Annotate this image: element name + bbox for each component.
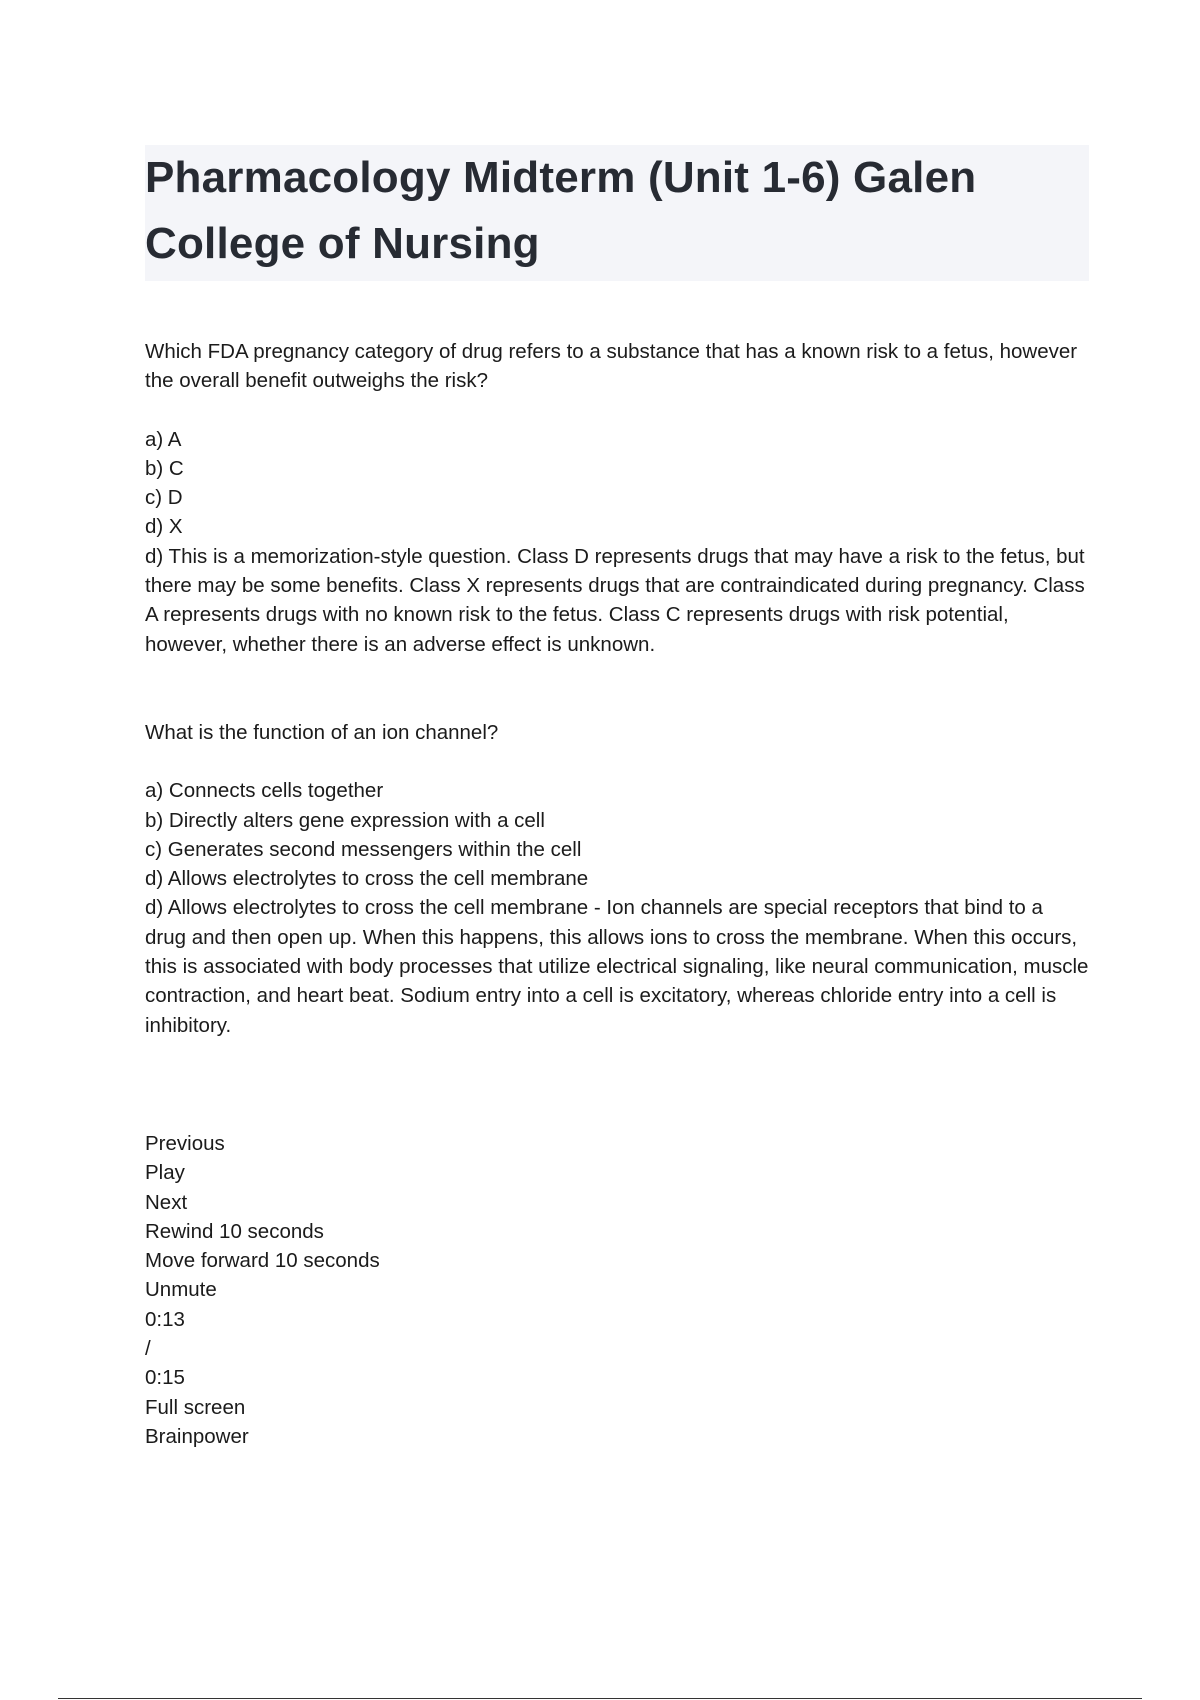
question-block-1	[145, 337, 1089, 659]
answer-option: d) Allows electrolytes to cross the cell membrane	[145, 867, 589, 891]
question-text: What is the function of an ion channel?	[145, 720, 499, 744]
answer-options	[145, 776, 1089, 893]
answer-option: d) X	[145, 515, 183, 539]
previous-button[interactable]: Previous	[145, 1132, 225, 1155]
answer-option: c) D	[145, 486, 183, 510]
footer-divider	[58, 1698, 1142, 1699]
question-block-2	[145, 718, 1089, 1040]
answer-option: a) A	[145, 427, 182, 451]
duration: 0:15	[145, 1366, 185, 1390]
fullscreen-button[interactable]: Full screen	[145, 1395, 246, 1419]
answer-options	[145, 425, 1089, 542]
rewind-button[interactable]: Rewind 10 seconds	[145, 1219, 324, 1243]
questions-section	[145, 337, 1089, 1040]
forward-button[interactable]: Move forward 10 seconds	[145, 1249, 380, 1273]
answer-option: b) Directly alters gene expression with a cell	[145, 808, 545, 832]
video-player-controls	[145, 1129, 745, 1451]
answer-option: c) Generates second messengers within the cell	[145, 837, 582, 861]
page-title: Pharmacology Midterm (Unit 1-6) Galen College of Nursing	[145, 153, 977, 268]
unmute-button[interactable]: Unmute	[145, 1278, 217, 1302]
current-time: 0:13	[145, 1307, 185, 1331]
time-separator: /	[145, 1337, 151, 1361]
answer-option: a) Connects cells together	[145, 779, 384, 803]
answer-explanation: d) This is a memorization-style question. Class D represents drugs that may have a risk to the fetus, but there may be some benefits. Class X represents drugs that are contraindicated during pregnancy. Class A represents drugs with no known risk to the fetus. Class C represents drugs with risk potential, however, whether there is an adverse effect is unknown.	[145, 544, 1085, 656]
question-text: Which FDA pregnancy category of drug refers to a substance that has a known risk to a fetus, however the overall benefit outweighs the risk?	[145, 340, 1078, 393]
play-button[interactable]: Play	[145, 1161, 185, 1185]
answer-option: b) C	[145, 456, 184, 480]
brand-link[interactable]: Brainpower	[145, 1424, 249, 1448]
answer-explanation: d) Allows electrolytes to cross the cell membrane - Ion channels are special receptors that bind to a drug and then open up. When this happens, this allows ions to cross the membrane. When this occurs, this is associated with body processes that utilize electrical signaling, like neural communication, muscle contraction, and heart beat. Sodium entry into a cell is excitatory, whereas chloride entry into a cell is inhibitory.	[145, 896, 1089, 1037]
title-block	[145, 145, 1089, 281]
next-button[interactable]: Next	[145, 1190, 188, 1214]
